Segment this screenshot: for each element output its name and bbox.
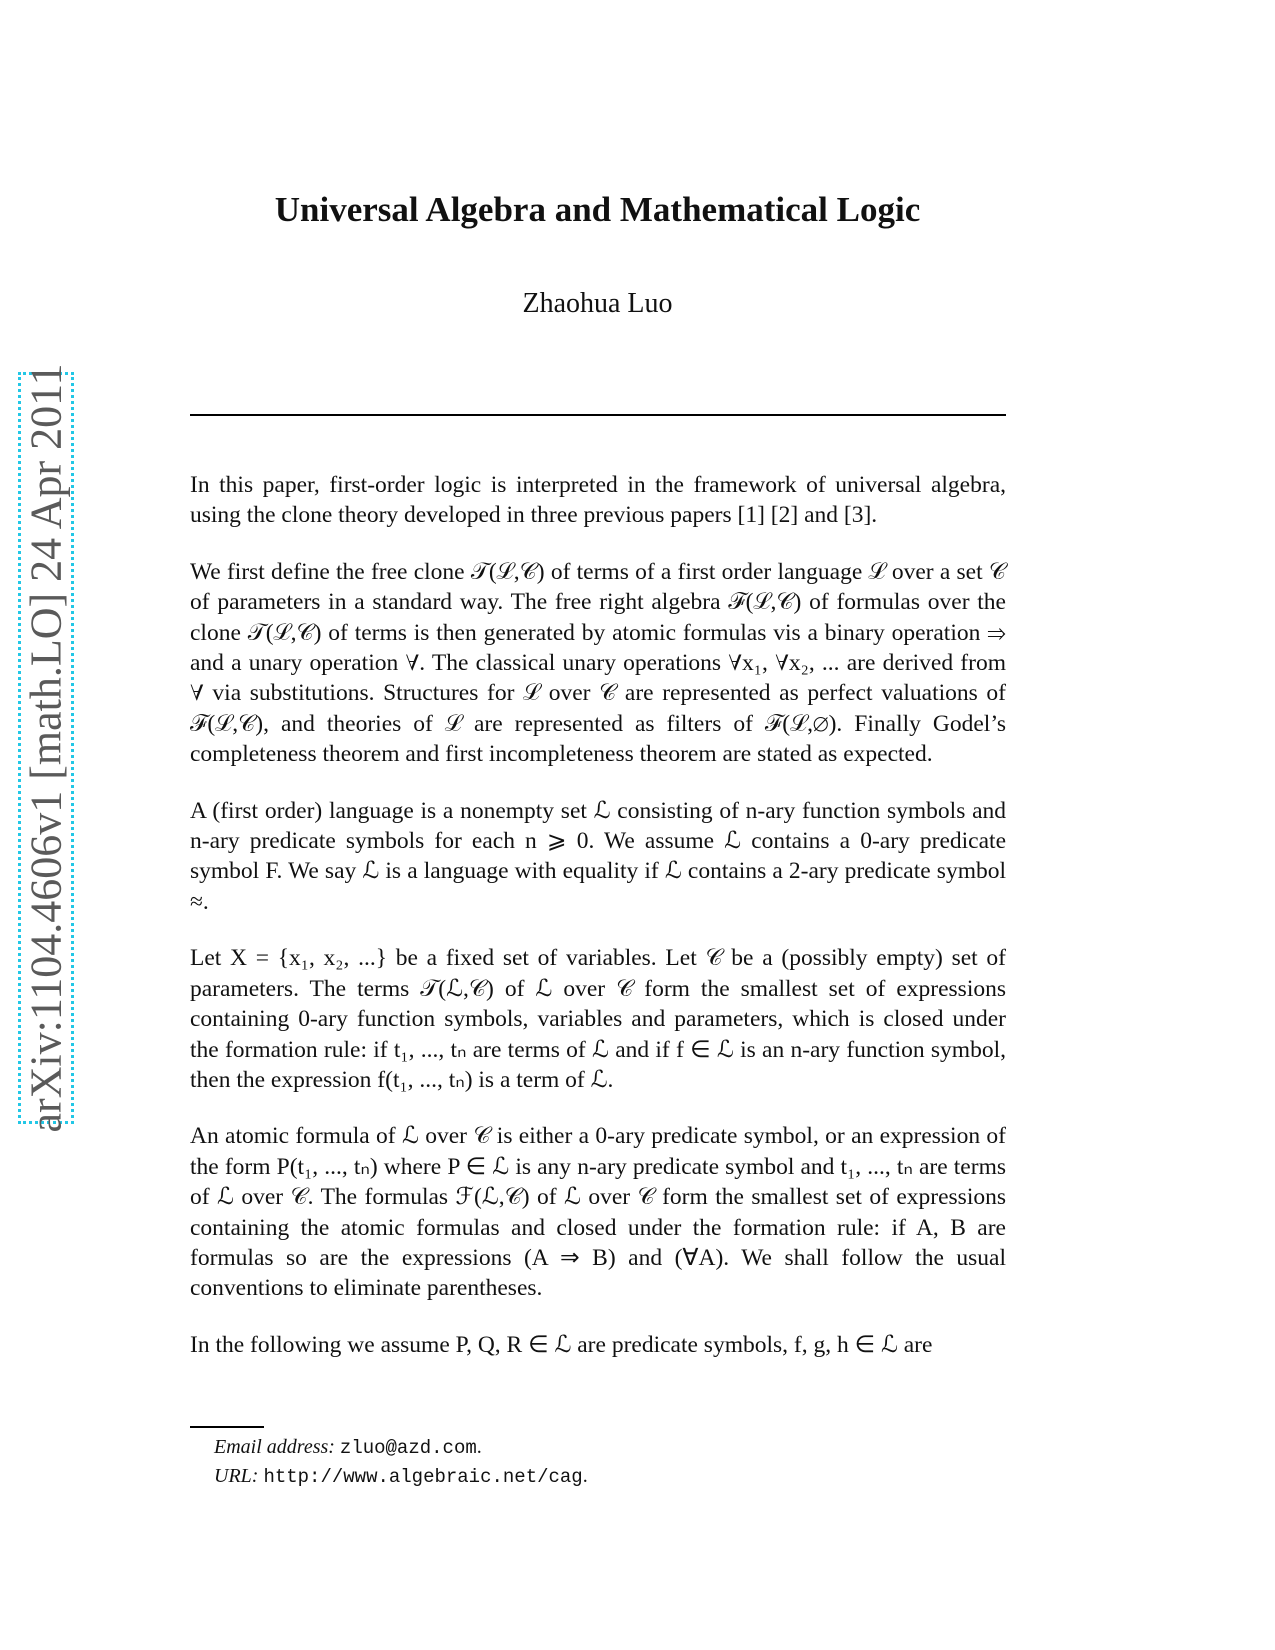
footnote-url: URL: http://www.algebraic.net/cag. [214,1465,588,1488]
paragraph-terms: Let X = {x₁, x₂, ...} be a fixed set of variables. Let 𝒞 be a (possibly empty) set of parameters. The terms 𝒯(ℒ,𝒞) of ℒ over 𝒞 form the smallest set of expressions containing 0-ary function symbols, variables and parameters, which is closed under the formation rule: if t₁, ..., tₙ are terms of ℒ and if f ∈ ℒ is an n-ary function symbol, then the expression f(t₁, ..., tₙ) is a term of ℒ. [190,945,1006,1093]
footnote-divider [190,1426,264,1428]
email-label: Email address: [214,1436,335,1458]
paragraph-language: A (first order) language is a nonempty set ℒ consisting of n-ary function symbols and n-ary predicate symbols for each n ⩾ 0. We assume ℒ contains a 0-ary predicate symbol F. We say ℒ is a language with equality if ℒ contains a 2-ary predicate symbol ≈. [190,797,1006,915]
paragraph-overview: We first define the free clone 𝒯(ℒ,𝒞) of terms of a first order language ℒ over a set 𝒞 of parameters in a standard way. The free right algebra ℱ(ℒ,𝒞) of formulas over the clone 𝒯(ℒ,𝒞) of terms is then generated by atomic formulas vis a binary operation ⇒ and a unary operation ∀. The classical unary operations ∀x₁, ∀x₂, ... are derived from ∀ via substitutions. Structures for ℒ over 𝒞 are represented as perfect valuations of ℱ(ℒ,𝒞), and theories of ℒ are represented as filters of ℱ(ℒ,∅). Finally Godel’s completeness theorem and first incompleteness theorem are stated as expected. [190,558,1006,768]
paper-title: Universal Algebra and Mathematical Logic [274,190,921,229]
footnotes [214,1433,588,1491]
paper-author: Zhaohua Luo [522,288,673,319]
arxiv-stamp [18,363,74,1133]
email-link[interactable]: zluo@azd.com [339,1437,477,1459]
paper-body [190,470,1006,1360]
footnote-email: Email address: zluo@azd.com. [214,1436,482,1459]
paragraph-intro: In this paper, first-order logic is interpreted in the framework of universal algebra, using the clone theory developed in three previous papers [1] [2] and [3]. [190,472,1006,529]
paragraph-formulas: An atomic formula of ℒ over 𝒞 is either a 0-ary predicate symbol, or an expression of the form P(t₁, ..., tₙ) where P ∈ ℒ is any n-ary predicate symbol and t₁, ..., tₙ are terms of ℒ over 𝒞. The formulas ℱ(ℒ,𝒞) of ℒ over 𝒞 form the smallest set of expressions containing the atomic formulas and closed under the formation rule: if A, B are formulas so are the expressions (A ⇒ B) and (∀A). We shall follow the usual conventions to eliminate parentheses. [190,1123,1006,1302]
paragraph-assumptions: In the following we assume P, Q, R ∈ ℒ are predicate symbols, f, g, h ∈ ℒ are [190,1331,933,1358]
url-label: URL: [214,1465,259,1487]
url-link[interactable]: http://www.algebraic.net/cag [263,1466,583,1488]
abstract-divider [190,414,1006,416]
arxiv-stamp-text: arXiv:1104.4606v1 [math.LO] 24 Apr 2011 [21,363,71,1133]
